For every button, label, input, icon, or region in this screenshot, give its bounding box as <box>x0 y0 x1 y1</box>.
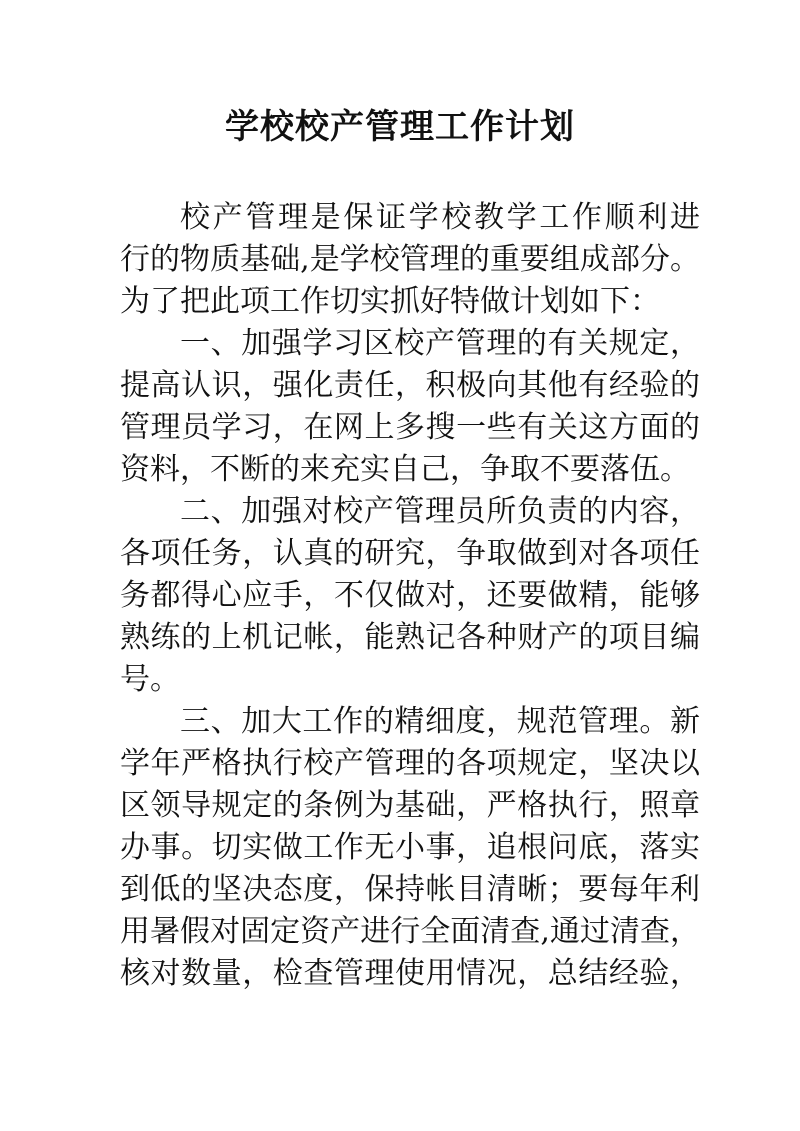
paragraph-point-three-line: 办事。切实做工作无小事，追根问底，落实 <box>120 830 700 865</box>
paragraph-point-three-line: 用暑假对固定资产进行全面清查,通过清查， <box>120 914 700 949</box>
paragraph-point-one-line: 提高认识，强化责任，积极向其他有经验的 <box>120 368 700 403</box>
paragraph-point-one-line: 一、加强学习区校产管理的有关规定， <box>180 326 700 361</box>
paragraph-point-three-line: 三、加大工作的精细度，规范管理。新 <box>180 704 700 739</box>
document-title: 学校校产管理工作计划 <box>225 107 575 147</box>
paragraph-intro-line: 为了把此项工作切实抓好特做计划如下： <box>120 284 660 319</box>
paragraph-intro-line: 行的物质基础,是学校管理的重要组成部分。 <box>120 242 700 277</box>
paragraph-point-three-line: 学年严格执行校产管理的各项规定，坚决以 <box>120 746 700 781</box>
paragraph-intro-line: 校产管理是保证学校教学工作顺利进 <box>180 200 700 235</box>
paragraph-point-two-line: 熟练的上机记帐，能熟记各种财产的项目编 <box>120 620 700 655</box>
paragraph-point-three-line: 区领导规定的条例为基础，严格执行，照章 <box>120 788 700 823</box>
paragraph-point-two-line: 务都得心应手，不仅做对，还要做精，能够 <box>120 578 700 613</box>
paragraph-point-two-line: 号。 <box>120 662 180 697</box>
document-body <box>120 197 700 995</box>
paragraph-point-one-line: 管理员学习，在网上多搜一些有关这方面的 <box>120 410 700 445</box>
paragraph-point-one-line: 资料，不断的来充实自己，争取不要落伍。 <box>120 452 690 487</box>
paragraph-point-three-line: 核对数量，检查管理使用情况，总结经验， <box>120 956 700 991</box>
paragraph-point-two-line: 各项任务，认真的研究，争取做到对各项任 <box>120 536 700 571</box>
paragraph-point-two-line: 二、加强对校产管理员所负责的内容， <box>180 494 700 529</box>
paragraph-point-three-line: 到低的坚决态度，保持帐目清晰；要每年利 <box>120 872 700 907</box>
